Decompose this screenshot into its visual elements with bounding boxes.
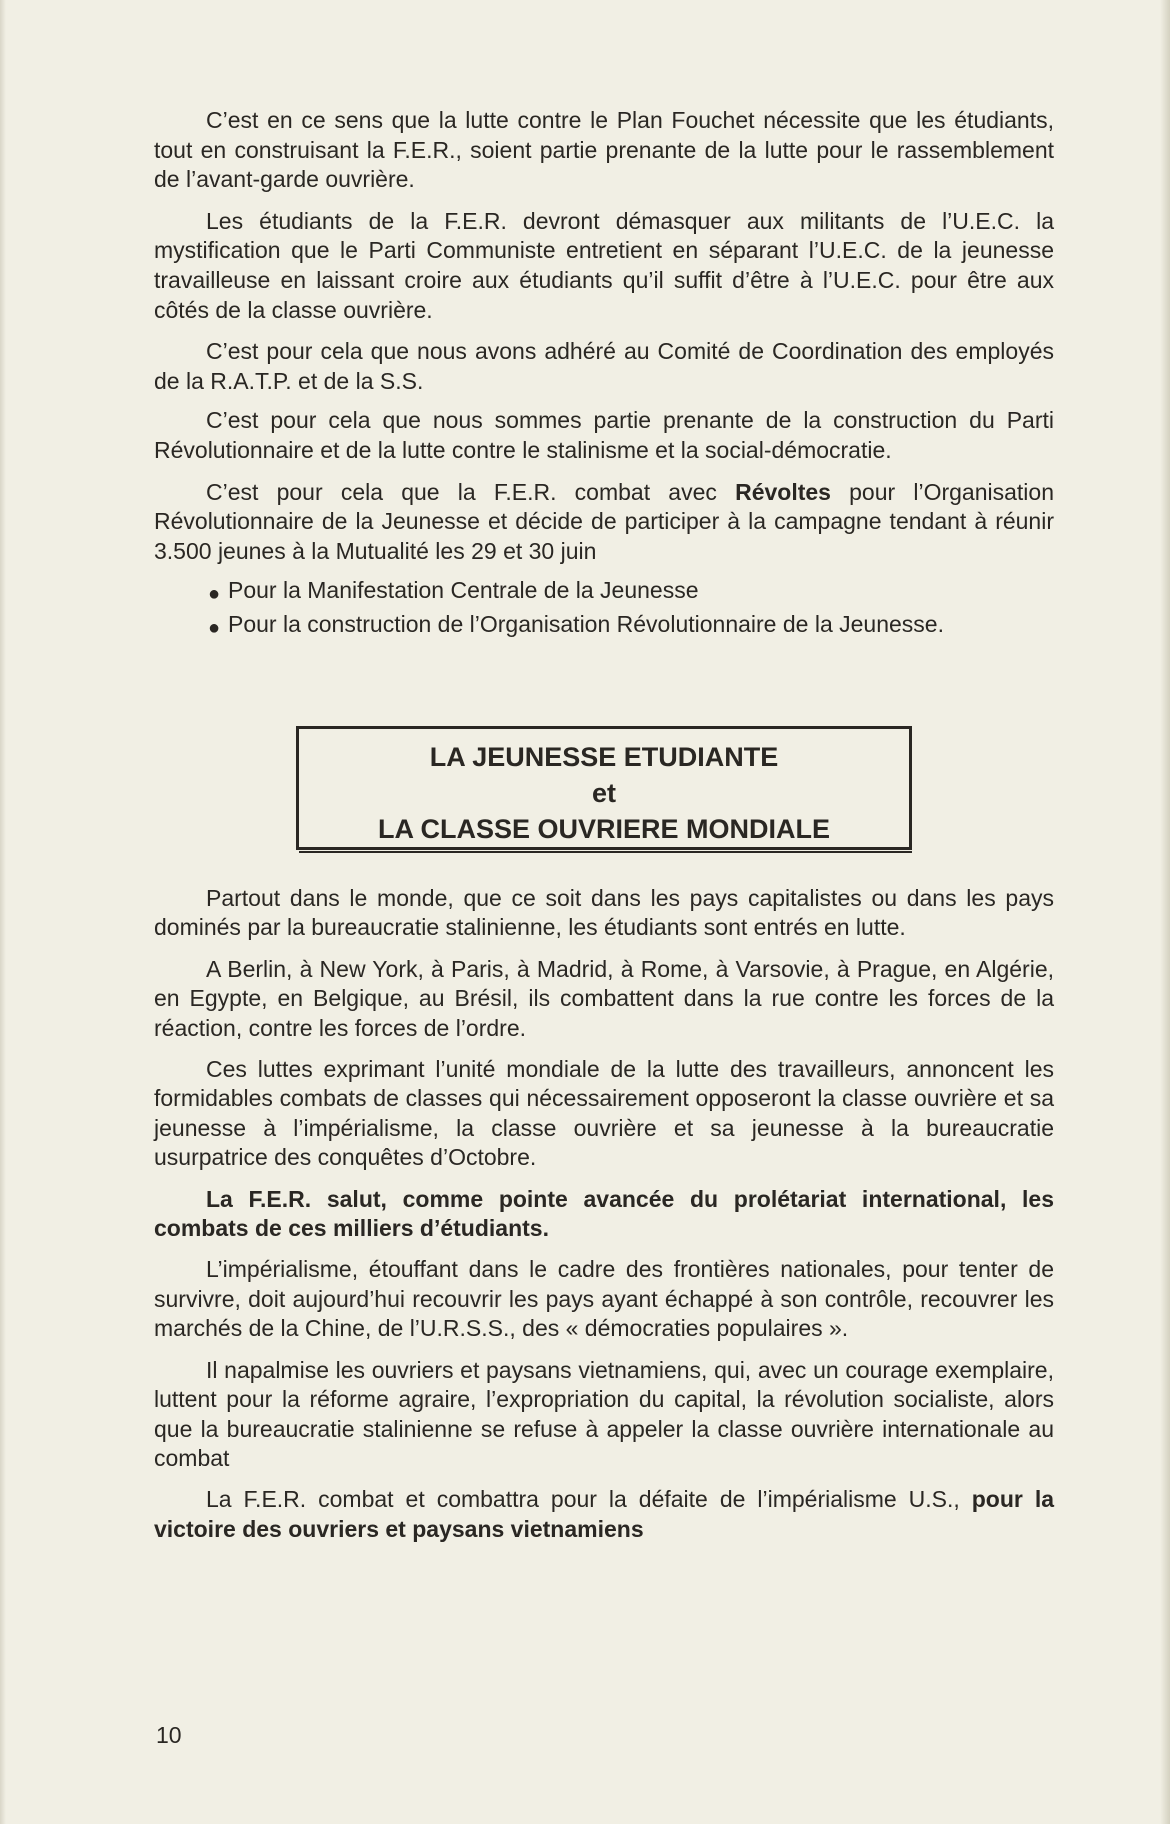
section-title-line: LA JEUNESSE ETUDIANTE <box>429 742 779 772</box>
imperialism-paragraph: L’impérialisme, étouffant dans le cadre des frontières nationales, pour tenter de survivre, doit aujourd’hui recouvrir les pays ayant échappé à son contrôle, recouvrer les marchés de la Chine, de l’U.R.S.S., des « démocraties populaires ». <box>154 1256 1054 1342</box>
organisation-paragraph <box>154 478 1054 567</box>
page-edge-right <box>1160 0 1170 1824</box>
list-item <box>154 610 1054 640</box>
closing-text-bold: pour la victoire des ouvriers et paysans vietnamiens <box>154 1486 1054 1542</box>
bullet-list <box>154 576 1054 639</box>
bullet-text: Pour la construction de l’Organisation Révolutionnaire de la Jeunesse. <box>228 610 944 637</box>
organisation-text-before: C’est pour cela que la F.E.R. combat avec <box>206 478 736 505</box>
bullet-dot-icon: ● <box>208 583 221 606</box>
intro-paragraph: Les étudiants de la F.E.R. devront démasquer aux militants de l’U.E.C. la mystification que le Parti Communiste entretient en séparant l’U.E.C. de la jeunesse travailleuse en laissant croire aux étudiants qu’il suffit d’être à l’U.E.C. pour être aux côtés de la classe ouvrière. <box>154 207 1054 323</box>
body-paragraph: Ces luttes exprimant l’unité mondiale de la lutte des travailleurs, annoncent les formidables combats de classes qui nécessairement opposeront la classe ouvrière et sa jeunesse à l’impérialisme, la classe ouvrière et sa jeunesse à la bureaucratie usurpatrice des conquêtes d’Octobre. <box>154 1056 1054 1171</box>
imperialism-paragraph: Il napalmise les ouvriers et paysans vietnamiens, qui, avec un courage exemplaire, luttent pour la réforme agraire, l’expropriation du capital, la révolution socialiste, alors que la bureaucratie stalinienne se refuse à appeler la classe ouvrière internationale au combat <box>154 1356 1054 1471</box>
revoltes-label: Révoltes <box>735 478 831 505</box>
title-shadow-rule <box>299 851 912 853</box>
body-paragraph: Partout dans le monde, que ce soit dans les pays capitalistes ou dans les pays dominés par la bureaucratie stalinienne, les étudiants sont entrés en lutte. <box>154 885 1054 941</box>
closing-text-before: La F.E.R. combat et combattra pour la défaite de l’impérialisme U.S., <box>206 1486 972 1513</box>
body-paragraph: A Berlin, à New York, à Paris, à Madrid, à Rome, à Varsovie, à Prague, en Algérie, en Egypte, en Belgique, au Brésil, ils combattent dans la rue contre les forces de la réaction, contre les forces de l’ordre. <box>154 955 1054 1041</box>
intro-paragraph: C’est en ce sens que la lutte contre le Plan Fouchet nécessite que les étudiants, tout en construisant la F.E.R., soient partie prenante de la lutte pour le rassemblement de l’avant-garde ouvrière. <box>154 107 1054 193</box>
bullet-dot-icon: ● <box>208 616 221 639</box>
lower-text-block <box>154 884 1054 1556</box>
page-edge-left <box>0 0 6 1824</box>
organisation-text-after: pour l’Organisation Révolutionnaire de la Jeunesse et décide de participer à la campagne tendant à réunir 3.500 jeunes à la Mutualité les 29 et 30 juin <box>154 478 1054 564</box>
page-number: 10 <box>156 1722 182 1748</box>
section-title-box <box>296 726 912 850</box>
upper-text-block <box>154 106 1054 680</box>
section-title-connector: et <box>591 778 616 808</box>
intro-paragraph: C’est pour cela que nous sommes partie prenante de la construction du Parti Révolutionnaire et de la lutte contre le stalinisme et la social-démocratie. <box>154 407 1054 463</box>
bullet-text: Pour la Manifestation Centrale de la Jeunesse <box>228 577 699 604</box>
list-item <box>154 576 1054 606</box>
intro-paragraph: C’est pour cela que nous avons adhéré au Comité de Coordination des employés de la R.A.T.P. et de la S.S. <box>154 338 1054 394</box>
closing-paragraph <box>154 1485 1054 1544</box>
section-title-line: LA CLASSE OUVRIERE MONDIALE <box>377 814 831 844</box>
salute-paragraph: La F.E.R. salut, comme pointe avancée du prolétariat international, les combats de ces milliers d’étudiants. <box>154 1185 1054 1242</box>
